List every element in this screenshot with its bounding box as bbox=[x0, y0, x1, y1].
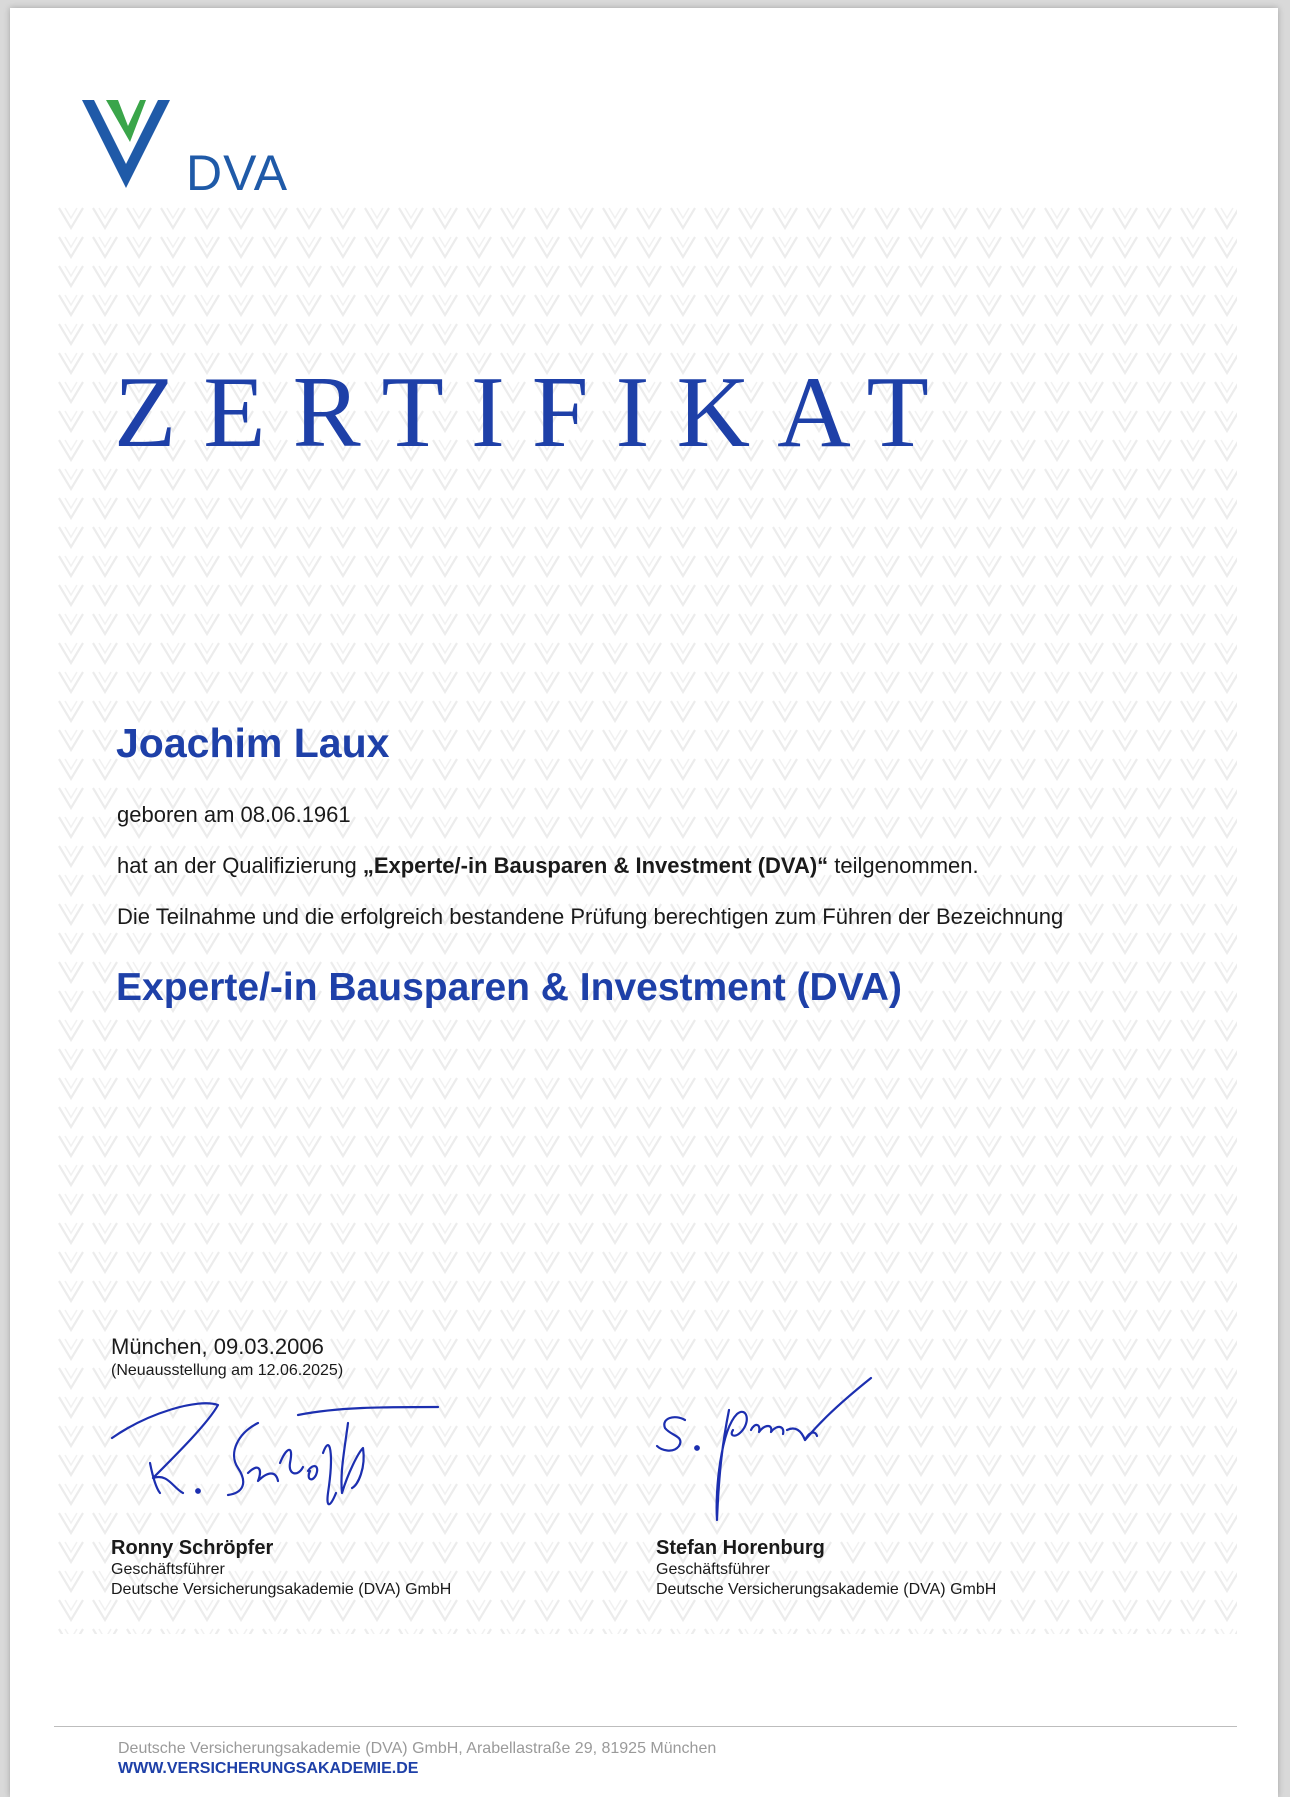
signature-schroepfer bbox=[108, 1393, 448, 1523]
signatory-2-name: Stefan Horenburg bbox=[656, 1537, 825, 1559]
certificate-page bbox=[10, 8, 1278, 1797]
participation-prefix: hat an der Qualifizierung bbox=[117, 853, 363, 878]
footer-website-link[interactable]: WWW.VERSICHERUNGSAKADEMIE.DE bbox=[118, 1760, 419, 1777]
reissue-note: (Neuausstellung am 12.06.2025) bbox=[111, 1362, 344, 1379]
logo-text: DVA bbox=[186, 145, 289, 201]
signatory-2-role: Geschäftsführer bbox=[656, 1561, 770, 1578]
signatory-1-company: Deutsche Versicherungsakademie (DVA) GmbH bbox=[111, 1581, 452, 1598]
signatory-2-company: Deutsche Versicherungsakademie (DVA) GmbH bbox=[656, 1581, 997, 1598]
participation-line bbox=[117, 853, 979, 879]
signatory-1-role: Geschäftsführer bbox=[111, 1561, 225, 1578]
footer-divider bbox=[54, 1726, 1237, 1727]
signatory-1-name: Ronny Schröpfer bbox=[111, 1537, 274, 1559]
signatory-1 bbox=[111, 1536, 451, 1600]
participation-suffix: teilgenommen. bbox=[828, 853, 979, 878]
certificate-title: ZERTIFIKAT bbox=[114, 356, 956, 469]
signature-horenburg bbox=[655, 1370, 885, 1530]
designation: Experte/-in Bausparen & Investment (DVA) bbox=[116, 966, 902, 1009]
signatory-2 bbox=[656, 1536, 996, 1600]
place-date: München, 09.03.2006 bbox=[111, 1334, 324, 1359]
birth-line: geboren am 08.06.1961 bbox=[117, 802, 351, 827]
course-name: „Experte/-in Bausparen & Investment (DVA)“ bbox=[362, 853, 829, 878]
recipient-name: Joachim Laux bbox=[116, 720, 390, 766]
footer-address: Deutsche Versicherungsakademie (DVA) GmbH, Arabellastraße 29, 81925 München bbox=[118, 1740, 717, 1757]
entitlement-line: Die Teilnahme und die erfolgreich bestandene Prüfung berechtigen zum Führen der Bezeichnung bbox=[117, 904, 1064, 929]
